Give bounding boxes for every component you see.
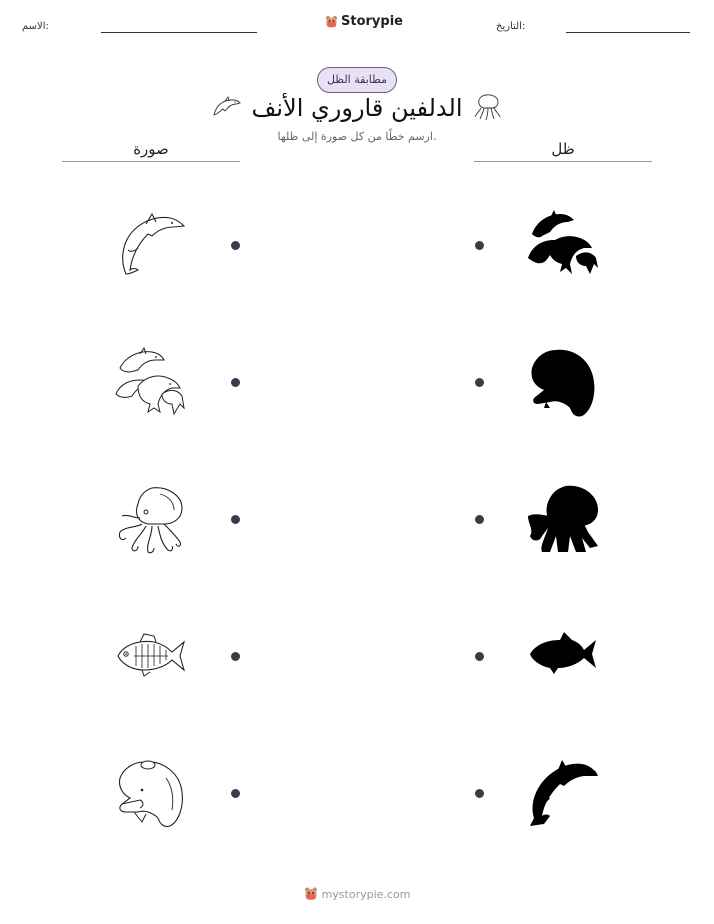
shadow-match-dot[interactable] bbox=[475, 515, 484, 524]
dolphin-head-shadow-icon bbox=[526, 346, 598, 418]
picture-match-dot[interactable] bbox=[231, 241, 240, 250]
shadow-column-header: ظل bbox=[551, 140, 575, 158]
bear-icon bbox=[304, 886, 318, 902]
picture-match-dot[interactable] bbox=[231, 515, 240, 524]
footer bbox=[0, 886, 714, 902]
dolphin-shadow-icon bbox=[526, 756, 600, 828]
dolphin-pod-icon bbox=[112, 346, 188, 418]
instructions-text: ارسم خطًا من كل صورة إلى ظلها. bbox=[277, 130, 437, 143]
dolphin-head-icon bbox=[112, 756, 188, 828]
brand-name: Storypie bbox=[341, 14, 403, 29]
activity-badge: مطابقة الظل bbox=[317, 67, 397, 93]
octopus-icon bbox=[472, 92, 504, 122]
bear-icon bbox=[325, 15, 338, 29]
shadow-column-rule bbox=[474, 161, 652, 162]
dolphin-jumping-icon bbox=[112, 208, 188, 280]
octopus-shadow-icon bbox=[526, 482, 602, 556]
shadow-match-dot[interactable] bbox=[475, 789, 484, 798]
octopus-icon bbox=[112, 482, 188, 556]
picture-match-dot[interactable] bbox=[231, 789, 240, 798]
picture-match-dot[interactable] bbox=[231, 652, 240, 661]
picture-column-header: صورة bbox=[133, 140, 169, 158]
shadow-match-dot[interactable] bbox=[475, 378, 484, 387]
date-label: التاريخ: bbox=[496, 21, 526, 32]
picture-match-dot[interactable] bbox=[231, 378, 240, 387]
page-title: الدلفين قاروري الأنف bbox=[251, 94, 463, 122]
name-field-line[interactable] bbox=[101, 32, 257, 33]
date-field-line[interactable] bbox=[566, 32, 690, 33]
name-label: الاسم: bbox=[22, 21, 49, 32]
picture-column-rule bbox=[62, 161, 240, 162]
storypie-logo bbox=[325, 14, 403, 29]
footer-url[interactable]: mystorypie.com bbox=[321, 887, 411, 901]
dolphin-pod-shadow-icon bbox=[526, 208, 602, 282]
fish-icon bbox=[114, 632, 188, 678]
fish-shadow-icon bbox=[528, 630, 598, 676]
shadow-match-dot[interactable] bbox=[475, 241, 484, 250]
shadow-match-dot[interactable] bbox=[475, 652, 484, 661]
